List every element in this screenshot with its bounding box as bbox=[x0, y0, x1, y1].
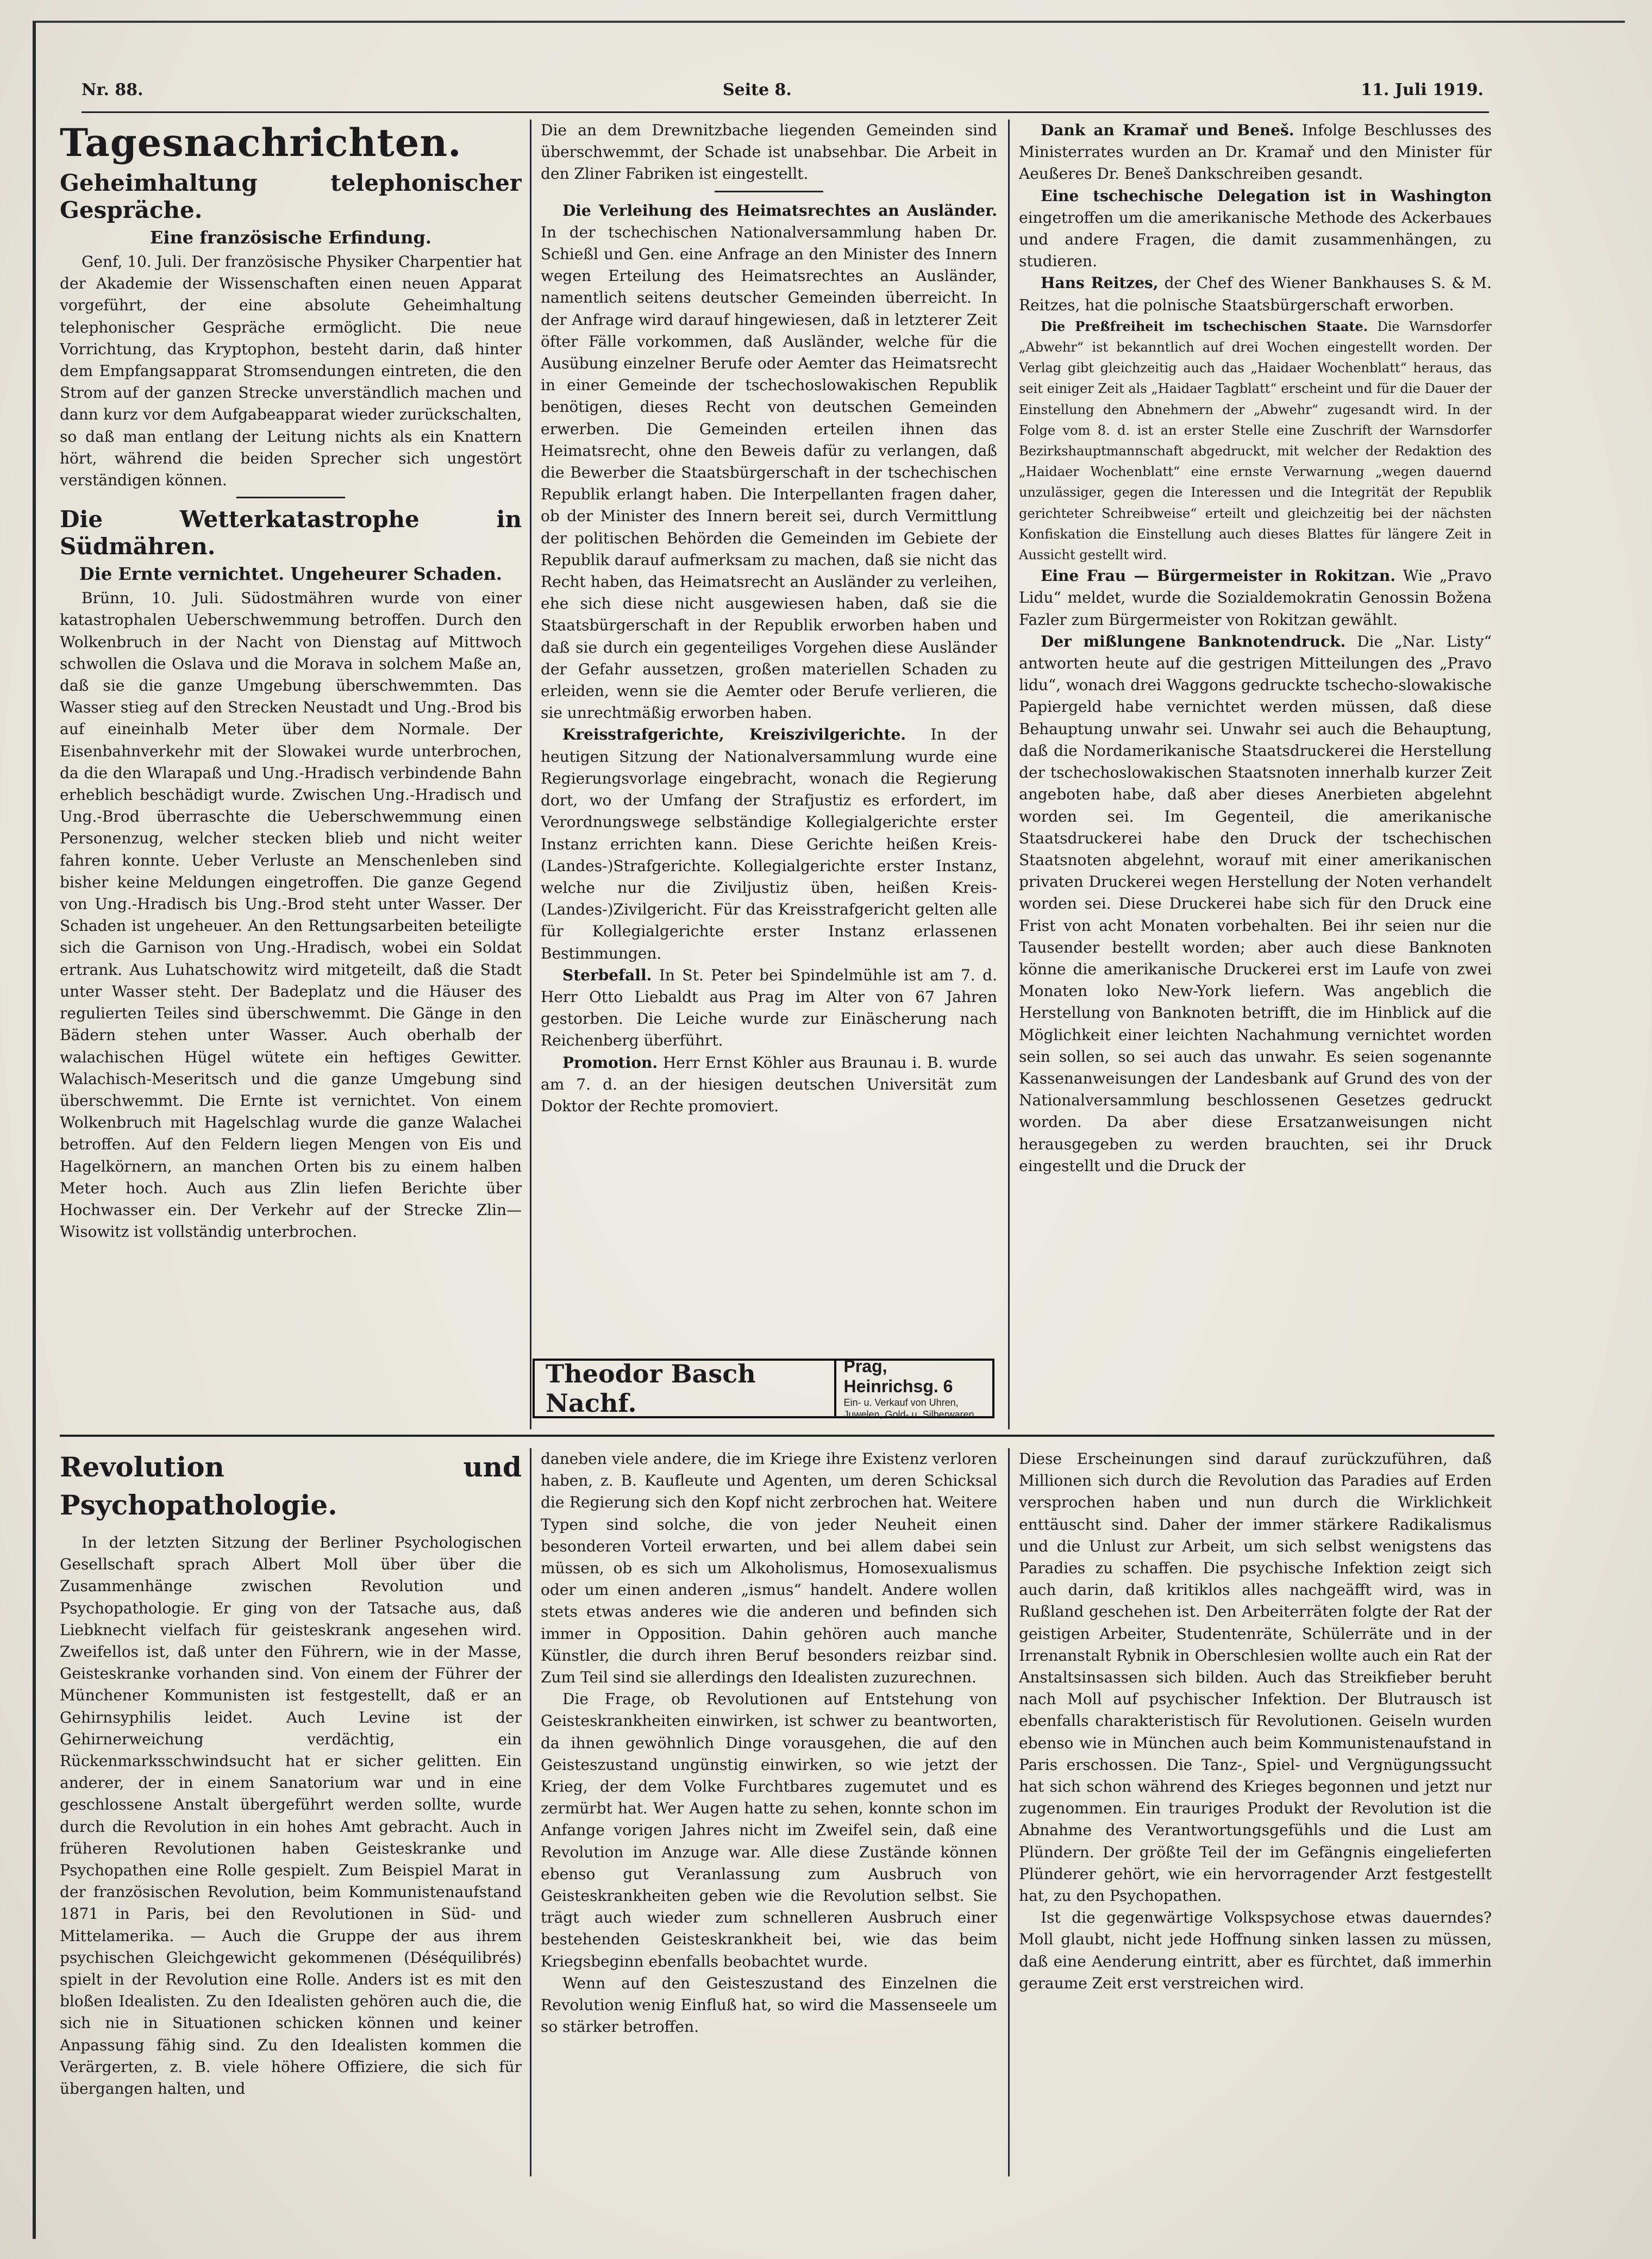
feature-text-3: Die Frage, ob Revolutionen auf Entstehung von Geisteskrankheiten einwirken, ist schwer zu beantworten, da ihnen gewöhnlich Dinge vorausgehen, die auf den Geisteszustand ungünstig einwirken, so wie jetzt der Krieg, der dem Volke Furchtbares zugemutet und es zermürbt hat. Wer Augen hatte zu sehen, konnte schon im Anfange vorigen Jahres nicht im Zweifel sein, daß eine Revolution im Anzuge war. Alle diese Zustände können ebenso gut Veranlassung zum Ausbruch von Geisteskrankheiten geben wie die Revolution selbst. Sie trägt auch wieder zum schnelleren Ausbruch einer bestehenden Geisteskrankheit bei, wie das beim Kriegsbeginn ebenfalls beobachtet wurde. bbox=[541, 1690, 997, 1970]
bottom-column-rule-2 bbox=[1008, 1448, 1010, 2176]
column-rule-2 bbox=[1008, 120, 1010, 1429]
article-text-sterbefall: In St. Peter bei Spindelmühle ist am 7. d. Herr Otto Liebaldt aus Prag im Alter von 67 Jahren gestorben. Die Leiche wurde zur Einäscherung nach Reichenberg überführt. bbox=[541, 966, 997, 1050]
article-text-heimatsrecht: In der tschechischen Nationalversammlung haben Dr. Schießl und Gen. eine Anfrage an den Minister des Innern wegen Erteilung des Heimatsrechtes an Ausländer, namentlich seitens deutscher Gemeinden überreicht. In der Anfrage wird darauf hingewiesen, daß in letzterer Zeit öfter Fälle vorkommen, daß Ausländer, welche für die Ausübung einzelner Berufe oder Aemter das Heimatsrecht in einer Gemeinde der tschechoslowakischen Republik benötigen, dieses Recht von deutschen Gemeinden erwerben. Die Gemeinden erteilen ihnen das Heimatsrecht, ohne den Beweis dafür zu verlangen, daß die Bewerber die Staatsbürgerschaft in der tschechischen Republik erlangt haben. Die Interpellanten fragen daher, ob der Minister des Innern bereit sei, durch Vermittlung der politischen Behörden die Gemeinden im Gebiete der Republik darauf aufmerksam zu machen, daß sie nicht das Recht haben, das Heimatsrecht an Ausländer zu verleihen, ehe sich diese nicht ausgewiesen haben, daß sie die Staatsbürgerschaft in der Republik erworben haben und daß sie durch ein gegenteiliges Vorgehen diese Ausländer der Gefahr aussetzen, großen materiellen Schaden zu erleiden, wenn sie die Aemter oder Berufe verlieren, die sie unrechtmäßig erworben haben. bbox=[541, 223, 997, 722]
article-text-buergermeister: Wie „Pravo Lidu“ meldet, wurde die Sozialdemokratin Genossin Božena Fazler zum Bürgermeister von Rokitzan gewählt. bbox=[1019, 567, 1492, 629]
article-text-telephon: Genf, 10. Juli. Der französische Physiker Charpentier hat der Akademie der Wissenschaften einen neuen Apparat vorgeführt, der eine absolute Geheimhaltung telephonischer Gespräche ermöglicht. Die neue Vorrichtung, das Kryptophon, besteht darin, daß hinter dem Empfangsapparat Stromsendungen eintreten, die den Strom auf der ganzen Strecke unverständlich machen und dann kurz vor dem Aufgabeapparat wieder zurückschalten, so daß man entlang der Leitung nichts als ein Knattern hört, während die beiden Sprecher sich ungestört verständigen können. bbox=[60, 253, 522, 490]
feature-text-5: Diese Erscheinungen sind darauf zurückzuführen, daß Millionen sich durch die Revolution das Paradies auf Erden versprochen haben und nun durch die Wirklichkeit enttäuscht sind. Daher der immer stärkere Radikalismus und die Unlust zur Arbeit, um sich selbst wenigstens das Paradies zu schaffen. Die psychische Infektion zeigt sich auch darin, daß kritiklos alles nachgeäfft wird, was in Rußland geschehen ist. Den Arbeiterräten folgte der Rat der geistigen Arbeiter, Studentenräte, Schülerräte und in der Irrenanstalt Rybnik in Oberschlesien wollte auch ein Rat der Anstaltsinsassen sich bilden. Auch das Streikfieber beruht nach Moll auf psychischer Infektion. Der Blutrausch ist ebenfalls charakteristisch für Revolutionen. Geiseln wurden ebenso wie in München auch beim Kommunistenaufstand in Paris erschossen. Die Tanz-, Spiel- und Vergnügungssucht hat sich schon während des Krieges begonnen und jetzt nur zugenommen. Ein trauriges Produkt der Revolution ist die Abnahme des Verantwortungsgefühls und die Lust am Plündern. Der größte Teil der im Gefängnis eingelieferten Plünderer gehört, wie ein hervorragender Arzt festgestellt hat, zu den Psychopathen. bbox=[1019, 1450, 1492, 1905]
ad-address: Prag, Heinrichsg. 6 bbox=[843, 1356, 953, 1396]
article-title-heimatsrecht: Die Verleihung des Heimatsrechtes an Ausländer. bbox=[562, 201, 997, 220]
article-title-telephon: Geheimhaltung telephonischer Gespräche. bbox=[60, 170, 522, 223]
article-text-kreisgerichte: In der heutigen Sitzung der Nationalversammlung wurde eine Regierungsvorlage eingebracht, wonach die Regierung dort, wo der Umfang der Strafjustiz es erfordert, im Verordnungswege selbständige Kollegialgerichte erster Instanz errichten kann. Diese Gerichte heißen Kreis-(Landes-)Strafgerichte. Kollegialgerichte erster Instanz, welche nur die Ziviljustiz üben, heißen Kreis-(Landes-)Zivilgericht. Für das Kreisstrafgericht gelten alle für Kollegialgerichte erster Instanz erlassenen Bestimmungen. bbox=[541, 725, 997, 962]
article-text-wetter: Brünn, 10. Juli. Südostmähren wurde von einer katastrophalen Ueberschwemmung betroffen. Durch den Wolkenbruch in der Nacht von Dienstag auf Mittwoch schwollen die Oslava und die Morava in solchem Maße an, daß sie die ganze Umgebung überschwemmten. Das Wasser stieg auf den Strecken Neustadt und Ung.-Brod bis auf eineinhalb Meter über dem Normale. Der Eisenbahnverkehr mit der Slowakei wurde unterbrochen, da die den Wlarapaß und Ung.-Hradisch verbindende Bahn erheblich beschädigt wurde. Zwischen Ung.-Hradisch und Ung.-Brod überraschte die Ueberschwemmung einen Personenzug, welcher stecken blieb und nicht weiter fahren konnte. Ueber Verluste an Menschenleben sind bisher keine Meldungen eingetroffen. Die ganze Gegend von Ung.-Hradisch bis Ung.-Brod steht unter Wasser. Der Schaden ist ungeheuer. An den Rettungsarbeiten beteiligte sich die Garnison von Ung.-Hradisch, wobei ein Soldat ertrank. Aus Luhatschowitz wird mitgeteilt, daß die Stadt unter Wasser steht. Der Badeplatz und die Häuser des regulierten Teiles sind überschwemmt. Die Gänge in den Bädern stehen unter Wasser. Auch oberhalb der walachischen Hügel wütete ein heftiges Gewitter. Walachisch-Meseritsch und die ganze Umgebung sind überschwemmt. Die Ernte ist vernichtet. Von einem Wolkenbruch mit Hagelschlag wurde die ganze Walachei betroffen. Auf den Feldern liegen Mengen von Eis und Hagelkörnern, an manchen Orten bis zu einem halben Meter hoch. Auch aus Zlin liefen Berichte über Hochwasser ein. Der Verkehr auf der Strecke Zlin—Wisowitz ist vollständig unterbrochen. bbox=[60, 589, 522, 1241]
header-rule bbox=[82, 111, 1489, 113]
issue-number: Nr. 88. bbox=[82, 80, 143, 99]
feature-text-6: Ist die gegenwärtige Volkspsychose etwas dauerndes? Moll glaubt, nicht jede Hoffnung sinken lassen zu müssen, daß eine Aenderung eintritt, aber es fürchtet, daß immerhin geraume Zeit erst verstreichen wird. bbox=[1019, 1908, 1492, 1992]
feature-text-2: daneben viele andere, die im Kriege ihre Existenz verloren haben, z. B. Kaufleute und Agenten, um deren Schicksal die Regierung sich den Kopf nicht zerbrochen hat. Weitere Typen sind solche, die von jeder Neuheit einen besonderen Vorteil erwarten, und bei allem dabei sein müssen, ob es sich um Alkoholismus, Homosexualismus oder um einen anderen „ismus“ handelt. Andere wollen stets etwas anderes wie die anderen und befinden sich immer in Opposition. Dahin gehören auch manche Künstler, die durch ihren Beruf besonders reizbar sind. Zum Teil sind sie allerdings den Idealisten zuzurechnen. bbox=[541, 1450, 997, 1687]
page-left-edge bbox=[33, 22, 36, 2239]
article-title-buergermeister: Eine Frau — Bürgermeister in Rokitzan. bbox=[1041, 567, 1396, 585]
bottom-column-2 bbox=[541, 1448, 997, 2176]
bottom-column-1 bbox=[60, 1448, 522, 2176]
article-divider bbox=[715, 191, 823, 192]
article-text-drewnitz: Die an dem Drewnitzbache liegenden Gemeinden sind überschwemmt, der Schade ist unabsehbar. Die Arbeit in den Zliner Fabriken ist eingestellt. bbox=[541, 121, 997, 183]
article-title-kreisgerichte: Kreisstrafgerichte, Kreiszivilgerichte. bbox=[562, 725, 906, 744]
ad-company-name: Theodor Basch Nachf. bbox=[535, 1361, 836, 1416]
page-top-edge bbox=[33, 21, 1625, 23]
article-title-promotion: Promotion. bbox=[562, 1053, 658, 1072]
column-3 bbox=[1019, 120, 1492, 1424]
advertisement-basch bbox=[533, 1356, 994, 1420]
article-subtitle-wetter: Die Ernte vernichtet. Ungeheurer Schaden. bbox=[79, 564, 503, 585]
article-title-delegation: Eine tschechische Delegation ist in Washington bbox=[1041, 186, 1492, 205]
ad-desc-2: Juwelen, Gold- u. Silberwaren. bbox=[843, 1409, 977, 1420]
page-number: Seite 8. bbox=[723, 80, 792, 99]
section-title-tagesnachrichten: Tagesnachrichten. bbox=[60, 120, 462, 165]
column-2 bbox=[541, 120, 997, 1353]
bottom-column-rule-1 bbox=[530, 1448, 531, 2176]
article-text-dank: Infolge Beschlusses des Ministerrates wurden an Dr. Kramař und den Minister für Aeußeres Dr. Beneš Dankschreiben gesandt. bbox=[1019, 121, 1492, 183]
article-title-reitzes: Hans Reitzes, bbox=[1041, 274, 1159, 292]
column-rule-1 bbox=[530, 120, 531, 1429]
article-title-sterbefall: Sterbefall. bbox=[562, 966, 652, 984]
article-title-wetter: Die Wetterkatastrophe in Südmähren. bbox=[60, 506, 522, 560]
section-divider bbox=[60, 1435, 1494, 1437]
article-text-reitzes: der Chef des Wiener Bankhauses S. & M. Reitzes, hat die polnische Staatsbürgerschaft erworben. bbox=[1019, 274, 1492, 314]
article-text-banknoten: Die „Nar. Listy“ antworten heute auf die gestrigen Mitteilungen des „Pravo lidu“, wonach drei Waggons gedruckte tschecho-slowakische Papiergeld habe vernichtet werden müssen, daß diese Behauptung unwahr sei. Unwahr sei auch die Behauptung, daß die Nordamerikanische Staatsdruckerei die Herstellung der tschechoslowakischen Staatsnoten innerhalb kurzer Zeit angeboten habe, daß aber dieses Anerbieten abgelehnt worden sei. Im Gegenteil, die amerikanische Staatsdruckerei habe den Druck der tschechischen Staatsnoten abgelehnt, worauf mit einer amerikanischen privaten Druckerei wegen Herstellung der Noten verhandelt worden sei. Diese Druckerei habe sich für den Druck eine Frist von acht Monaten vorbehalten. Bei ihr seien nur die Tausender bestellt worden; aber auch diese Banknoten könne die amerikanische Druckerei erst im Laufe von zwei Monaten loko New-York liefern. Was angeblich die Herstellung von Banknoten betrifft, die im Hinblick auf die Möglichkeit einer leichten Nachahmung vernichtet worden sein sollen, so sei auch das unwahr. Es seien sogenannte Kassenanweisungen der Landesbank auf Grund des von der Nationalversammlung beschlossenen Gesetzes gedruckt worden. Da aber diese Ersatzanweisungen nicht herausgegeben zu werden brauchten, sei ihr Druck eingestellt und die Druck der bbox=[1019, 632, 1492, 1175]
article-title-pressfreiheit: Die Preßfreiheit im tschechischen Staate. bbox=[1041, 318, 1368, 334]
feature-text-4: Wenn auf den Geisteszustand des Einzelnen die Revolution wenig Einfluß hat, so wird die Massenseele um so stärker betroffen. bbox=[541, 1974, 997, 2036]
bottom-column-3 bbox=[1019, 1448, 1492, 2176]
feature-title-revolution: Revolution und Psychopathologie. bbox=[60, 1451, 522, 1521]
article-text-delegation: eingetroffen um die amerikanische Methode des Ackerbaues und andere Fragen, die damit zusammenhängen, zu studieren. bbox=[1019, 208, 1492, 271]
page-header bbox=[82, 80, 1484, 108]
column-1 bbox=[60, 120, 522, 1424]
article-title-dank: Dank an Kramař und Beneš. bbox=[1041, 121, 1294, 139]
article-text-pressfreiheit: Die Warnsdorfer „Abwehr“ ist bekanntlich auf drei Wochen eingestellt worden. Der Verlag gibt gleichzeitig auch das „Haidaer Wochenblatt“ heraus, das seit einiger Zeit als „Haidaer Tagblatt“ erscheint und für die Dauer der Einstellung den Abnehmern der „Abwehr“ zugesandt wird. In der Folge vom 8. d. ist an erster Stelle eine Zuschrift der Warnsdorfer Bezirkshauptmannschaft abgedruckt, mit welcher der Redaktion des „Haidaer Wochenblatt“ eine ernste Verwarnung „wegen dauernd unzulässiger, gegen die Interessen und die Integrität der Republik gerichteter Schreibweise“ erteilt und gleichzeitig bei der nächsten Konfiskation die Einstellung auch dieses Blattes für längere Zeit in Aussicht gestellt wird. bbox=[1019, 318, 1492, 563]
issue-date: 11. Juli 1919. bbox=[1361, 80, 1484, 99]
article-title-banknoten: Der mißlungene Banknotendruck. bbox=[1041, 632, 1346, 650]
ad-desc-1: Ein- u. Verkauf von Uhren, bbox=[843, 1397, 959, 1408]
article-divider bbox=[236, 497, 345, 498]
feature-text-1: In der letzten Sitzung der Berliner Psychologischen Gesellschaft sprach Albert Moll über über die Zusammenhänge zwischen Revolution und Psychopathologie. Er ging von der Tatsache aus, daß Liebknecht vielfach für geisteskrank angesehen wird. Zweifellos ist, daß unter den Führern, wie in der Masse, Geisteskranke vorhanden sind. Von einem der Führer der Münchener Kommunisten ist festgestellt, daß er an Gehirnsyphilis leidet. Auch Levine ist der Gehirnerweichung verdächtig, ein Rückenmarksschwindsucht hat er sicher gelitten. Ein anderer, der in einem Sanatorium war und in eine geschlossene Anstalt übergeführt werden sollte, wurde durch die Revolution in ein hohes Amt gebracht. Auch in früheren Revolutionen haben Geisteskranke und Psychopathen eine Rolle gespielt. Zum Beispiel Marat in der französischen Revolution, beim Kommunistenaufstand 1871 in Paris, bei den Revolutionen in Süd- und Mittelamerika. — Auch die Gruppe der aus ihrem psychischen Gleichgewicht gekommenen (Déséquilibrés) spielt in der Revolution eine Rolle. Anders ist es mit den bloßen Idealisten. Zu den Idealisten gehören auch die, die sich nie in Situationen schicken können und keiner Anpassung fähig sind. Zu den Idealisten kommen die Verärgerten, z. B. viele höhere Offiziere, die sich für übergangen halten, und bbox=[60, 1534, 522, 2098]
article-text-promotion: Herr Ernst Köhler aus Braunau i. B. wurde am 7. d. an der hiesigen deutschen Universität zum Doktor der Rechte promoviert. bbox=[541, 1053, 997, 1115]
article-subtitle-telephon: Eine französische Erfindung. bbox=[149, 227, 432, 248]
